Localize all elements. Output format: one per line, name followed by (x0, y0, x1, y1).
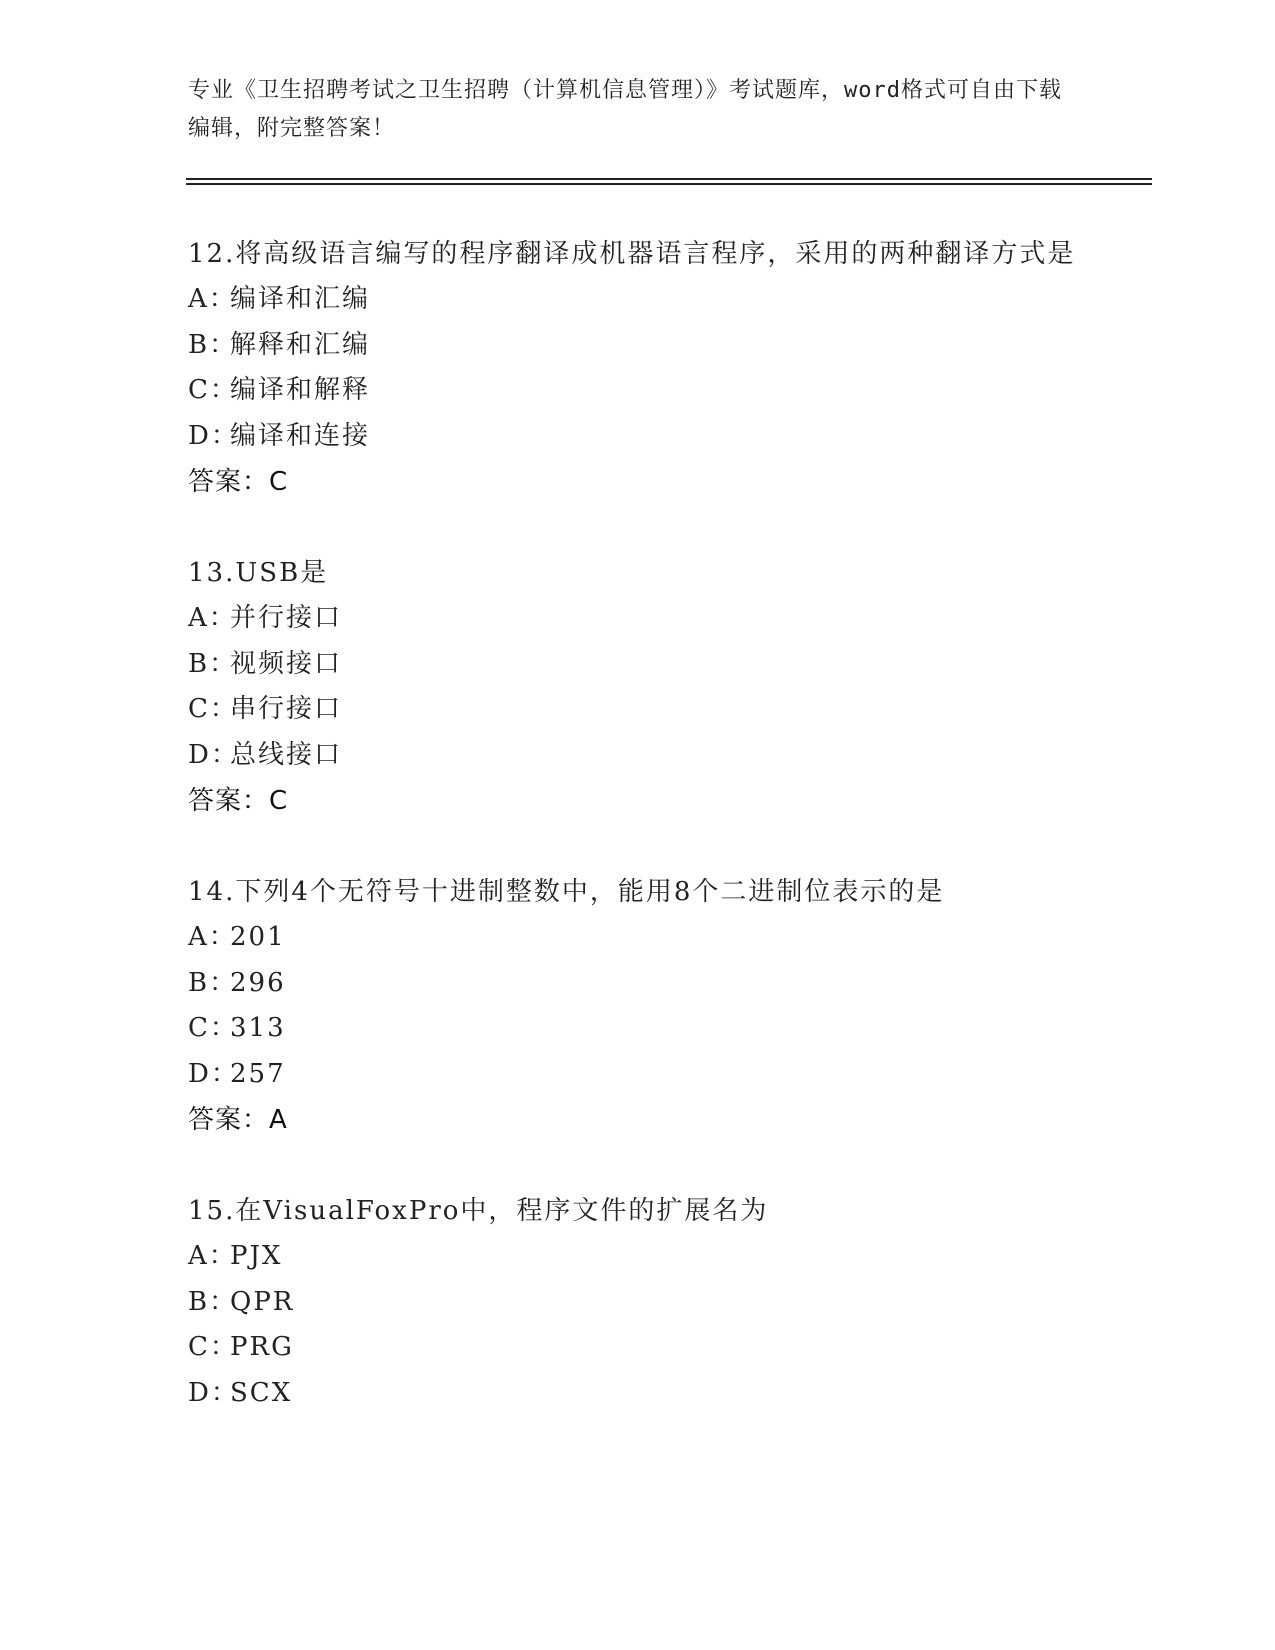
question-stem: 15.在VisualFoxPro中，程序文件的扩展名为 (188, 1196, 769, 1226)
option-text: PRG (230, 1332, 294, 1362)
option-text: 解释和汇编 (230, 329, 371, 360)
question-stem: 14.下列4个无符号十进制整数中，能用8个二进制位表示的是 (188, 877, 945, 907)
option-c (188, 687, 1088, 733)
option-key: C： (188, 1013, 238, 1043)
answer-line: 答案：A (188, 1105, 288, 1135)
answer-line: 答案：C (188, 467, 289, 497)
option-text: 并行接口 (230, 603, 343, 633)
option-b (188, 1280, 1088, 1326)
question-stem: 12.将高级语言编写的程序翻译成机器语言程序，采用的两种翻译方式是 (188, 239, 1076, 269)
option-b (188, 961, 1088, 1007)
question-list (188, 232, 1088, 1462)
option-text: QPR (230, 1286, 295, 1317)
option-d (188, 414, 1088, 460)
option-d (188, 1371, 1088, 1417)
option-key: B： (188, 967, 238, 998)
option-key: C： (188, 1332, 238, 1362)
option-text: SCX (230, 1377, 293, 1408)
option-text: 编译和连接 (230, 420, 371, 451)
option-a (188, 1234, 1088, 1280)
option-b (188, 323, 1088, 369)
option-text: 总线接口 (230, 739, 343, 770)
option-a (188, 915, 1088, 961)
option-text: 编译和汇编 (230, 284, 371, 314)
option-text: 257 (230, 1058, 286, 1089)
header-divider-top (186, 178, 1152, 180)
answer-line: 答案：C (188, 786, 289, 816)
question-12 (188, 232, 1088, 505)
option-text: 视频接口 (230, 648, 343, 679)
option-a (188, 596, 1088, 642)
option-key: D： (188, 1058, 239, 1089)
option-key: B： (188, 1286, 238, 1317)
option-key: B： (188, 648, 238, 679)
question-15 (188, 1189, 1088, 1416)
option-b (188, 642, 1088, 688)
document-intro: 专业《卫生招聘考试之卫生招聘（计算机信息管理）》考试题库，word格式可自由下载编辑，附完整答案！ (188, 78, 1062, 141)
option-d (188, 1052, 1088, 1098)
option-c (188, 368, 1088, 414)
question-stem: 13.USB是 (188, 558, 329, 588)
option-c (188, 1325, 1088, 1371)
option-key: D： (188, 420, 239, 451)
option-key: D： (188, 1377, 239, 1408)
question-14 (188, 870, 1088, 1143)
header-divider-bottom (186, 183, 1152, 185)
option-key: A： (188, 603, 237, 633)
option-key: A： (188, 922, 237, 952)
option-text: 313 (230, 1013, 286, 1043)
option-text: 201 (230, 922, 286, 952)
option-key: C： (188, 694, 238, 724)
option-a (188, 277, 1088, 323)
option-key: C： (188, 375, 238, 405)
option-key: D： (188, 739, 239, 770)
option-c (188, 1006, 1088, 1052)
option-text: 串行接口 (230, 694, 343, 724)
option-text: 编译和解释 (230, 375, 371, 405)
option-d (188, 733, 1088, 779)
option-key: A： (188, 284, 237, 314)
option-key: A： (188, 1241, 237, 1271)
option-text: 296 (230, 967, 286, 998)
question-13 (188, 551, 1088, 824)
option-text: PJX (230, 1241, 283, 1271)
option-key: B： (188, 329, 238, 360)
